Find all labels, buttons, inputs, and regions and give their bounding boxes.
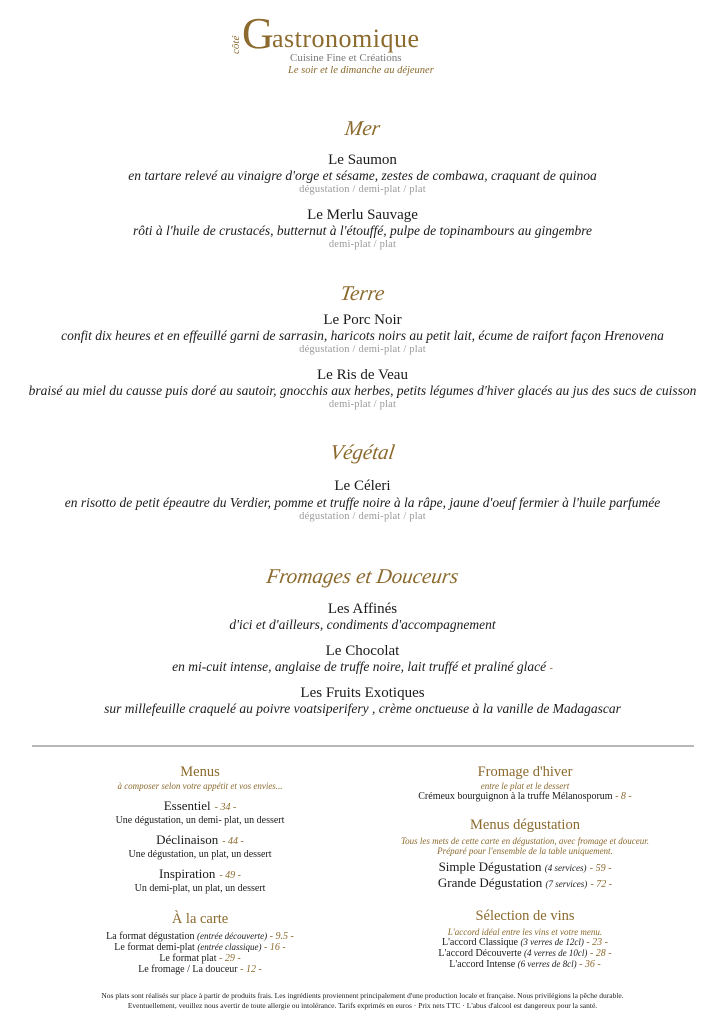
degustation-item xyxy=(360,859,690,875)
menu-description: Une dégustation, un demi- plat, un dessert xyxy=(115,815,285,826)
footer-line: Nos plats sont réalisés sur place à partir de produits frais. Les ingrédients proviennent principalement d'une production locale et française. Nous privilégions la pêche durable. xyxy=(101,991,624,1000)
dish-formats: demi-plat / plat xyxy=(328,399,397,410)
logo-cote: côté xyxy=(230,35,242,54)
vin-accord xyxy=(340,937,710,948)
section-title-fromages-douceurs: Fromages et Douceurs xyxy=(265,564,461,588)
logo-wordmark: astronomique xyxy=(272,24,420,53)
dish-description-text: en mi-cuit intense, anglaise de truffe noire, lait truffé et praliné glacé xyxy=(172,659,547,674)
dish-formats: dégustation / demi-plat / plat xyxy=(299,511,426,522)
menu-item xyxy=(60,797,340,826)
menus-note: à composer selon votre appétit et vos envies... xyxy=(117,781,283,791)
section-title-mer: Mer xyxy=(343,116,382,140)
carte-line xyxy=(60,942,340,953)
carte-price: - 16 - xyxy=(264,942,286,953)
dish-description xyxy=(0,659,725,675)
dish-formats: dégustation / demi-plat / plat xyxy=(299,344,426,355)
footer-legal-text xyxy=(20,991,705,1011)
dish-name: Le Saumon xyxy=(328,152,397,168)
dish-description: braisé au miel du causse puis doré au sautoir, gnocchis aux herbes, petits légumes d'hiver glacés au jus des sucs de cuisson xyxy=(28,383,697,398)
logo-initial: G xyxy=(242,9,274,58)
degustation-price: - 59 - xyxy=(589,863,612,874)
fromage-hiver-label: Crémeux bourguignon à la truffe Mélanosporum xyxy=(418,791,613,802)
vin-accord-price: - 28 - xyxy=(589,948,612,959)
menu-description: Un demi-plat, un plat, un dessert xyxy=(134,883,266,894)
vin-accord-note: (6 verres de 8cl) xyxy=(517,959,577,969)
vin-accord-name: L'accord Classique xyxy=(441,937,518,948)
opening-hours: Le soir et le dimanche au déjeuner xyxy=(288,65,434,76)
fromage-hiver-item xyxy=(360,791,690,802)
degustation-item xyxy=(360,875,690,891)
selection-vins-block xyxy=(340,908,710,970)
dish-description: rôti à l'huile de crustacés, butternut à l'étouffé, pulpe de topinambours au gingembre xyxy=(133,223,592,238)
vin-accord-note: (4 verres de 10cl) xyxy=(524,948,588,958)
degustation-note: Préparé pour l'ensemble de la table uniquement. xyxy=(437,846,613,856)
menus-degustation-title: Menus dégustation xyxy=(470,817,580,833)
restaurant-logo xyxy=(228,9,488,80)
menu-name: Déclinaison xyxy=(156,832,219,847)
fromage-hiver-block xyxy=(360,764,690,802)
carte-label: Le format plat xyxy=(159,953,217,964)
dish-formats: dégustation / demi-plat / plat xyxy=(299,184,426,195)
vin-accord-price: - 36 - xyxy=(579,959,601,970)
logo-subtitle: Cuisine Fine et Créations xyxy=(290,52,402,64)
menu-item xyxy=(60,831,340,860)
selection-vins-title: Sélection de vins xyxy=(475,908,575,924)
section-title-vegetal: Végétal xyxy=(328,440,397,464)
carte-price: - 9.5 - xyxy=(269,931,294,942)
menus-block xyxy=(60,764,340,894)
carte-price: - 12 - xyxy=(240,964,262,975)
carte-label: La format dégustation xyxy=(106,931,195,942)
degustation-note: Tous les mets de cette carte en dégustation, avec fromage et douceur. xyxy=(400,836,650,846)
dish-description: d'ici et d'ailleurs, condiments d'accompagnement xyxy=(229,617,496,632)
degustation-services: (4 services) xyxy=(544,863,587,873)
dish-description: en risotto de petit épeautre du Verdier, pomme et truffe noire à la râpe, jaune d'oeuf fermier à l'huile parfumée xyxy=(64,495,661,510)
dish-name: Les Affinés xyxy=(327,601,398,617)
section-divider xyxy=(32,745,694,747)
carte-label: Le fromage / La douceur xyxy=(138,964,238,975)
dish-name: Le Merlu Sauvage xyxy=(307,207,418,223)
menu-price: - 49 - xyxy=(219,870,241,881)
carte-line xyxy=(60,953,340,964)
menu-item xyxy=(60,865,340,894)
degustation-price: - 72 - xyxy=(590,879,613,890)
degustation-name: Grande Dégustation xyxy=(437,875,543,890)
dish-name: Le Ris de Veau xyxy=(317,367,408,383)
dish-description: sur millefeuille craquelé au poivre voatsiperifery , crème onctueuse à la vanille de Madagascar xyxy=(104,701,621,716)
dish-name: Le Chocolat xyxy=(325,643,400,659)
vin-accord xyxy=(340,948,710,959)
menu-price: - 34 - xyxy=(214,802,237,813)
degustation-name: Simple Dégustation xyxy=(438,859,542,874)
degustation-services: (7 services) xyxy=(545,879,588,889)
vin-accord-name: L'accord Intense xyxy=(449,959,516,970)
dish-name: Les Fruits Exotiques xyxy=(300,685,425,701)
dish-description: confit dix heures et en effeuillé garni de sarrasin, haricots noirs au petit lait, écume de raifort façon Hrenovena xyxy=(61,328,664,343)
price-dash: - xyxy=(549,663,553,674)
vin-accord-note: (3 verres de 12cl) xyxy=(520,937,584,947)
vin-accord-name: L'accord Découverte xyxy=(438,948,522,959)
vins-note: L'accord idéal entre les vins et votre menu. xyxy=(447,927,603,937)
fromage-hiver-note: entre le plat et le dessert xyxy=(480,781,570,791)
menu-name: Inspiration xyxy=(159,866,216,881)
menu-description: Une dégustation, un plat, un dessert xyxy=(128,849,272,860)
carte-price: - 29 - xyxy=(219,953,241,964)
carte-line xyxy=(60,931,340,942)
carte-note: (entrée classique) xyxy=(197,942,262,952)
dish-name: Le Porc Noir xyxy=(323,312,402,328)
a-la-carte-title: À la carte xyxy=(171,911,229,927)
fromage-hiver-title: Fromage d'hiver xyxy=(477,764,573,780)
carte-line xyxy=(60,964,340,975)
dish-name: Le Céleri xyxy=(334,478,391,494)
fromage-hiver-price: - 8 - xyxy=(615,791,632,802)
menus-title: Menus xyxy=(180,764,220,780)
vin-accord xyxy=(340,959,710,970)
menus-degustation-block xyxy=(360,817,690,891)
menu-price: - 44 - xyxy=(222,836,244,847)
menu-name: Essentiel xyxy=(163,798,211,813)
dish-description: en tartare relevé au vinaigre d'orge et sésame, zestes de combawa, craquant de quinoa xyxy=(128,168,597,183)
footer-line: Eventuellement, veuillez nous avertir de toute allergie ou intolérance. Tarifs exprimés en euros · Prix nets TTC · L'abus d'alcool est dangereux pour la santé. xyxy=(127,1001,598,1010)
carte-label: Le format demi-plat xyxy=(114,942,195,953)
vin-accord-price: - 23 - xyxy=(586,937,609,948)
carte-note: (entrée découverte) xyxy=(196,931,268,941)
section-title-terre: Terre xyxy=(338,281,387,305)
a-la-carte-block xyxy=(60,911,340,975)
dish-formats: demi-plat / plat xyxy=(328,239,397,250)
